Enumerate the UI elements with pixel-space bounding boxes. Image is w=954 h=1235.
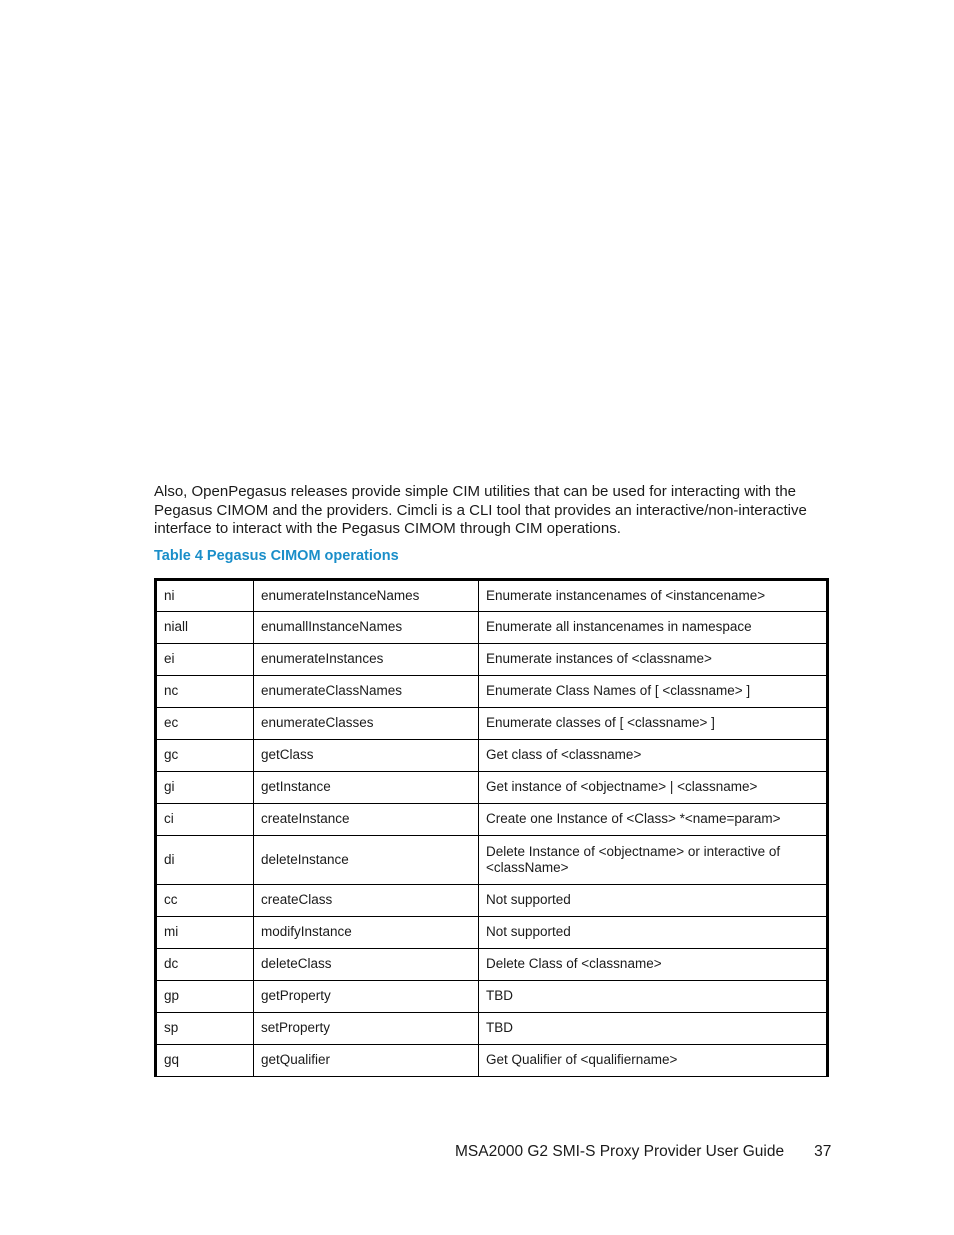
footer-document-title: MSA2000 G2 SMI-S Proxy Provider User Guide xyxy=(455,1143,785,1160)
description-cell: Create one Instance of <Class> *<name=param> xyxy=(479,804,828,836)
table-row xyxy=(156,949,828,981)
table-row xyxy=(156,1045,828,1077)
short-name-cell: gq xyxy=(156,1045,254,1077)
table-row xyxy=(156,917,828,949)
operation-cell: enumerateInstances xyxy=(254,644,479,676)
operation-cell: modifyInstance xyxy=(254,917,479,949)
table-row xyxy=(156,804,828,836)
description-cell: Enumerate classes of [ <classname> ] xyxy=(479,708,828,740)
operation-cell: enumallInstanceNames xyxy=(254,612,479,644)
operation-cell: getInstance xyxy=(254,772,479,804)
table-row xyxy=(156,708,828,740)
short-name-cell: mi xyxy=(156,917,254,949)
description-cell: Delete Class of <classname> xyxy=(479,949,828,981)
operation-cell: enumerateInstanceNames xyxy=(254,580,479,612)
operation-cell: createClass xyxy=(254,885,479,917)
table-row xyxy=(156,644,828,676)
short-name-cell: di xyxy=(156,836,254,885)
table-row xyxy=(156,740,828,772)
table-row xyxy=(156,676,828,708)
short-name-cell: dc xyxy=(156,949,254,981)
operation-cell: getQualifier xyxy=(254,1045,479,1077)
description-cell: Get Qualifier of <qualifiername> xyxy=(479,1045,828,1077)
short-name-cell: gc xyxy=(156,740,254,772)
description-cell: Enumerate instances of <classname> xyxy=(479,644,828,676)
table-row xyxy=(156,885,828,917)
description-cell: Get instance of <objectname> | <classname> xyxy=(479,772,828,804)
cimom-operations-table xyxy=(154,578,829,1077)
operation-cell: getProperty xyxy=(254,981,479,1013)
description-cell: TBD xyxy=(479,1013,828,1045)
table-caption: Table 4 Pegasus CIMOM operations xyxy=(154,548,399,564)
short-name-cell: cc xyxy=(156,885,254,917)
operation-cell: deleteInstance xyxy=(254,836,479,885)
short-name-cell: sp xyxy=(156,1013,254,1045)
table-row xyxy=(156,981,828,1013)
operation-cell: deleteClass xyxy=(254,949,479,981)
intro-paragraph: Also, OpenPegasus releases provide simple CIM utilities that can be used for interacting with the Pegasus CIMOM and the providers. Cimcli is a CLI tool that provides an interactive/non-interactive interface to interact with the Pegasus CIMOM through CIM operations. xyxy=(154,483,807,537)
table-body xyxy=(156,580,828,1077)
table-row xyxy=(156,772,828,804)
table-row xyxy=(156,1013,828,1045)
short-name-cell: gi xyxy=(156,772,254,804)
description-cell: Enumerate Class Names of [ <classname> ] xyxy=(479,676,828,708)
operation-cell: enumerateClasses xyxy=(254,708,479,740)
table-row xyxy=(156,836,828,885)
short-name-cell: gp xyxy=(156,981,254,1013)
description-cell: Enumerate instancenames of <instancename> xyxy=(479,580,828,612)
description-cell: Not supported xyxy=(479,917,828,949)
operation-cell: setProperty xyxy=(254,1013,479,1045)
short-name-cell: niall xyxy=(156,612,254,644)
description-cell: Enumerate all instancenames in namespace xyxy=(479,612,828,644)
operation-cell: createInstance xyxy=(254,804,479,836)
description-cell: Get class of <classname> xyxy=(479,740,828,772)
description-cell: Delete Instance of <objectname> or interactive of <className> xyxy=(479,836,828,885)
short-name-cell: ec xyxy=(156,708,254,740)
short-name-cell: ci xyxy=(156,804,254,836)
short-name-cell: ni xyxy=(156,580,254,612)
short-name-cell: ei xyxy=(156,644,254,676)
operation-cell: getClass xyxy=(254,740,479,772)
table-row xyxy=(156,580,828,612)
operation-cell: enumerateClassNames xyxy=(254,676,479,708)
description-cell: Not supported xyxy=(479,885,828,917)
description-cell: TBD xyxy=(479,981,828,1013)
page-number: 37 xyxy=(814,1143,832,1160)
short-name-cell: nc xyxy=(156,676,254,708)
table-row xyxy=(156,612,828,644)
page-footer xyxy=(455,1143,831,1161)
